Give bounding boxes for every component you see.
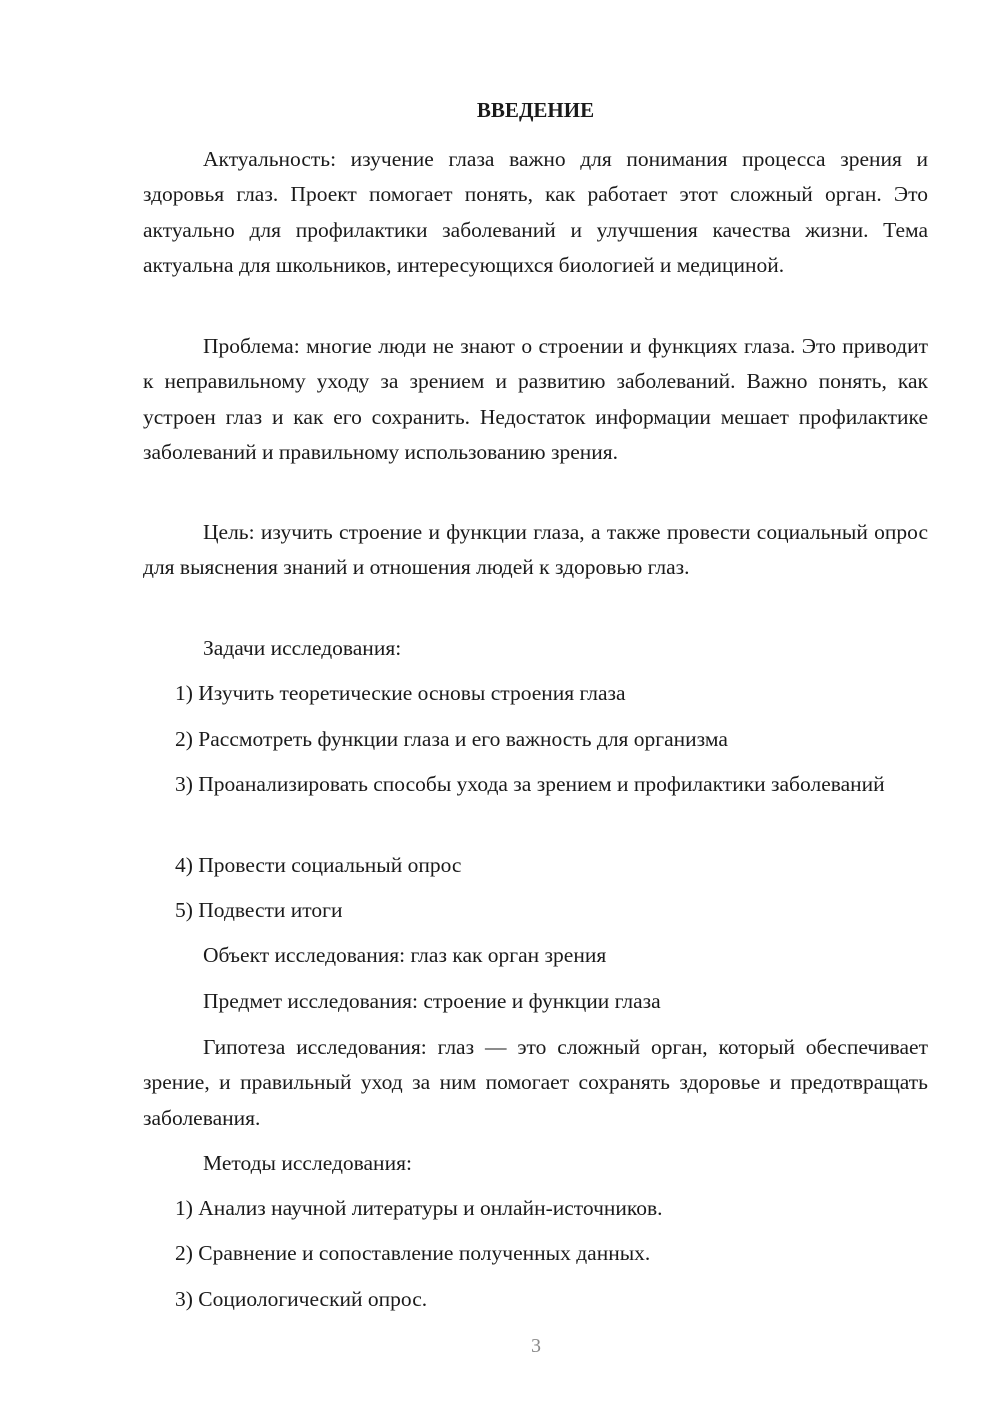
tasks-heading: Задачи исследования: [203,636,402,660]
task-item: 2) Рассмотреть функции глаза и его важность для организма [175,727,728,751]
task-item: 4) Провести социальный опрос [175,853,462,877]
task-item: 5) Подвести итоги [175,898,343,922]
method-item: 2) Сравнение и сопоставление полученных данных. [175,1241,651,1265]
method-item: 1) Анализ научной литературы и онлайн-источников. [175,1196,663,1220]
method-item: 3) Социологический опрос. [175,1287,428,1311]
task-item: 3) Проанализировать способы ухода за зрением и профилактики заболеваний [175,772,885,796]
subject-paragraph: Предмет исследования: строение и функции глаза [203,989,661,1013]
object-paragraph: Объект исследования: глаз как орган зрения [203,943,607,967]
goal-paragraph: Цель: изучить строение и функции глаза, а также провести социальный опрос для выяснения знаний и отношения людей к здоровью глаз. [143,520,928,580]
task-item: 1) Изучить теоретические основы строения глаза [175,681,626,705]
problem-paragraph: Проблема: многие люди не знают о строении и функциях глаза. Это приводит к неправильному уходу за зрением и развитию заболеваний. Важно понять, как устроен глаз и как его сохранить. Недостаток информации мешает профилактике заболеваний и правильному использованию зрения. [143,334,928,464]
section-title: ВВЕДЕНИЕ [476,98,595,122]
relevance-paragraph: Актуальность: изучение глаза важно для понимания процесса зрения и здоровья глаз. Проект помогает понять, как работает этот сложный орган. Это актуально для профилактики заболеваний и улучшения качества жизни. Тема актуальна для школьников, интересующихся биологией и медициной. [143,147,928,277]
methods-heading: Методы исследования: [203,1151,412,1175]
hypothesis-paragraph: Гипотеза исследования: глаз — это сложный орган, который обеспечивает зрение, и правильный уход за ним помогает сохранять здоровье и предотвращать заболевания. [143,1035,928,1130]
page-number: 3 [531,1335,541,1357]
